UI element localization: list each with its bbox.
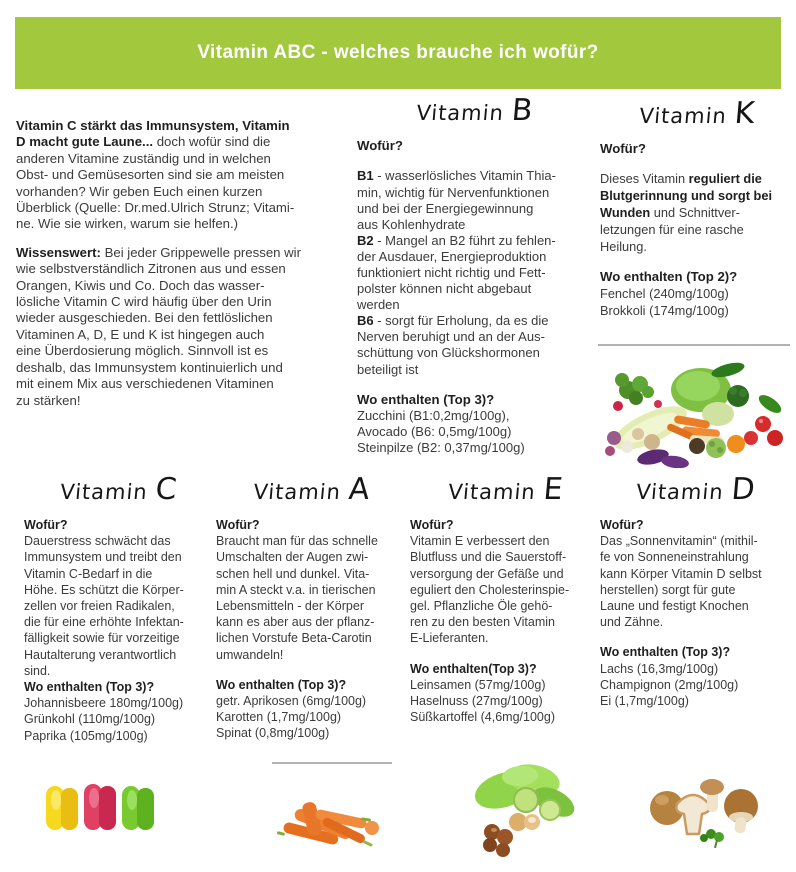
vitamin-e-food-list: Leinsamen (57mg/100g) Haselnuss (27mg/100g) Süßkartoffel (4,6mg/100g) [410,677,555,725]
vitamin-k-divider-line [598,344,790,346]
b1-text: - wasserlösliches Vitamin Thia- min, wichtig für Nervenfunktionen und bei der Energiegewinnung aus Kohlenhydrate [357,168,556,232]
vitamin-d-food-list: Lachs (16,3mg/100g) Champignon (2mg/100g) Ei (1,7mg/100g) [600,661,739,709]
vitamin-c-title: Vitamin C [59,472,180,507]
intro-p1-body: doch wofür sind die anderen Vitamine zuständig und in welchen Obst- und Gemüsesorten sind sie am meisten vorhanden? Wir geben Euch einen kurzen Überblick (Quelle: Dr.med.Ulrich Strunz; Vitami- ne. Wie sie wirken, warum sie helfen.) [16,134,295,232]
b1-label: B1 [357,168,374,184]
vitamin-k-body [600,171,795,255]
vitamin-a-title: Vitamin A [252,472,372,507]
b6-label: B6 [357,313,374,329]
mushroom-sliced [676,795,709,834]
vitamin-k-wo-heading: Wo enthalten (Top 2)? [600,269,738,285]
hazelnut-kernels [483,813,540,857]
broccoli [727,385,749,407]
section-vitamin-e [410,473,602,725]
radish [613,401,623,411]
vitamin-a-food-list: getr. Aprikosen (6mg/100g) Karotten (1,7mg/100g) Spinat (0,8mg/100g) [216,694,367,741]
cucumber [756,392,784,417]
b6-text: - sorgt für Erholung, da es die Nerven beruhigt und an der Aus- schüttung von Glückshormonen beteiligt ist [357,313,549,377]
pepper-red [84,784,116,830]
vitamin-d-body: Das „Sonnenvitamin“ (mithil- fe von Sonneneinstrahlung kann Körper Vitamin D selbst herstellen) sorgt für gute Laune und festigt Knochen und Zähne. [600,534,762,630]
pepper-yellow [46,786,78,830]
b2-label: B2 [357,232,374,248]
parsley-bunch [615,373,654,405]
vitamin-d-title: Vitamin D [635,472,758,507]
red-onion [605,446,615,456]
vitamin-b-food-list: Zucchini (B1:0,2mg/100g), Avocado (B6: 0,5mg/100g) Steinpilze (B2: 0,37mg/100g) [357,408,525,456]
vitamin-a-body: Braucht man für das schnelle Umschalten der Augen zwi- schen hell und dunkel. Vita- min A steckt v.a. in tierischen Lebensmitteln - der Körper kann es aber aus der pflanz- lichen Vorstufe Beta-Carotin umwandeln! [216,534,378,662]
peppers-image [42,778,160,840]
section-vitamin-b [357,94,593,456]
romanesco [706,438,726,458]
vitamin-k-food-list: Fenchel (240mg/100g) Brokkoli (174mg/100g) [600,285,729,318]
vitamin-d-wofuer-heading: Wofür? [600,518,644,532]
b2-text: - Mangel an B2 führt zu fehlen- der Ausdauer, Energieproduktion funktioniert nicht richtig und Fett- polster können nicht abgebaut werden [357,232,556,313]
intro-column [16,118,356,409]
vitamin-c-wofuer-heading: Wofür? [24,518,68,532]
vitamin-k-title: Vitamin K [638,96,757,131]
dark-mushroom [689,438,705,454]
carrots-image [275,788,390,868]
vitamin-a-wo-heading: Wo enthalten (Top 3)? [216,677,347,692]
tomatoes [744,416,783,446]
vitamin-b-wo-heading: Wo enthalten (Top 3)? [357,391,495,407]
carrot-bunch [277,801,379,847]
mushroom [632,428,644,440]
k-body-bold: reguliert die Blutgerinnung und sorgt bei Wunden [600,171,773,220]
vitamin-e-title: Vitamin E [447,472,566,507]
eggplants [636,447,690,468]
page-title: Vitamin ABC - welches brauche ich wofür? [197,42,599,63]
intro-p2-body: Bei jeder Grippewelle pressen wir wie selbstverständlich Zitronen aus und essen Orangen, Kiwis und Co. Doch das wasser- lösliche Vitamin C wird häufig über den Urin wieder ausgeschieden. Bei den fettlöslichen Vitaminen A, D, E und K ist hingegen auch eine Überdosierung möglich. Sinnvoll ist es deshalb, das Immunsystem kontinuierlich und mit einem Mix aus verschiedenen Vitaminen zu stärken! [16,244,302,408]
intro-p1-lead: Vitamin C stärkt das Immunsystem, Vitamin D macht gute Laune... [16,118,290,150]
vitamin-e-body: Vitamin E verbessert den Blutfluss und die Sauerstoff- versorgung der Gefäße und eguliert den Cholesterinspie- gel. Pflanzliche Öle gehö- ren zu den besten Vitamin E-Lieferanten. [410,534,570,646]
vitamin-e-wo-heading: Wo enthalten(Top 3)? [410,661,537,676]
intro-p2-lead: Wissenswert: [16,244,101,260]
radish [654,400,662,408]
mushroom-whole-right [724,789,758,834]
k-body-end: und Schnittver- letzungen für eine rasche Heilung. [600,205,744,254]
intro-paragraph-2 [16,245,356,409]
parsley-sprig [700,829,724,848]
intro-paragraph-1 [16,118,356,233]
vitamin-a-wofuer-heading: Wofür? [216,518,260,532]
red-onion [607,431,621,445]
vitamin-c-food-list: Johannisbeere 180mg/100g) Grünkohl (110mg/100g) Paprika (105mg/100g) [24,696,184,743]
vitamin-k-wofuer-heading: Wofür? [600,141,646,156]
orange [727,435,745,453]
carrots-divider-line [272,762,392,764]
mushroom [644,434,660,450]
vitamin-e-wofuer-heading: Wofür? [410,518,454,532]
hazelnuts-image [462,750,580,868]
vitamin-b-wofuer-heading: Wofür? [357,138,403,153]
k-body-start: Dieses Vitamin [600,171,689,187]
pepper-green [122,786,154,830]
section-vitamin-d [600,473,792,709]
vitamin-c-wo-heading: Wo enthalten (Top 3)? [24,680,155,695]
section-vitamin-c [24,473,214,744]
vitamin-d-wo-heading: Wo enthalten (Top 3)? [600,645,731,660]
vegetable-pile-image [598,350,793,468]
garlic [621,441,633,453]
vitamin-b-title: Vitamin B [415,93,535,128]
section-vitamin-k [600,97,795,319]
section-vitamin-a [216,473,408,742]
vitamin-c-body: Dauerstress schwächt das Immunsystem und treibt den Vitamin C-Bedarf in die Höhe. Es schützt die Körper- zellen vor freien Radikalen, die für eine erhöhte Infektan- fälligkeit sowie für vorzeitige Hautalterung verantwortlich sind. [24,534,184,678]
mushrooms-image [645,770,765,855]
header-banner [15,17,781,89]
vitamin-b-body [357,168,593,377]
